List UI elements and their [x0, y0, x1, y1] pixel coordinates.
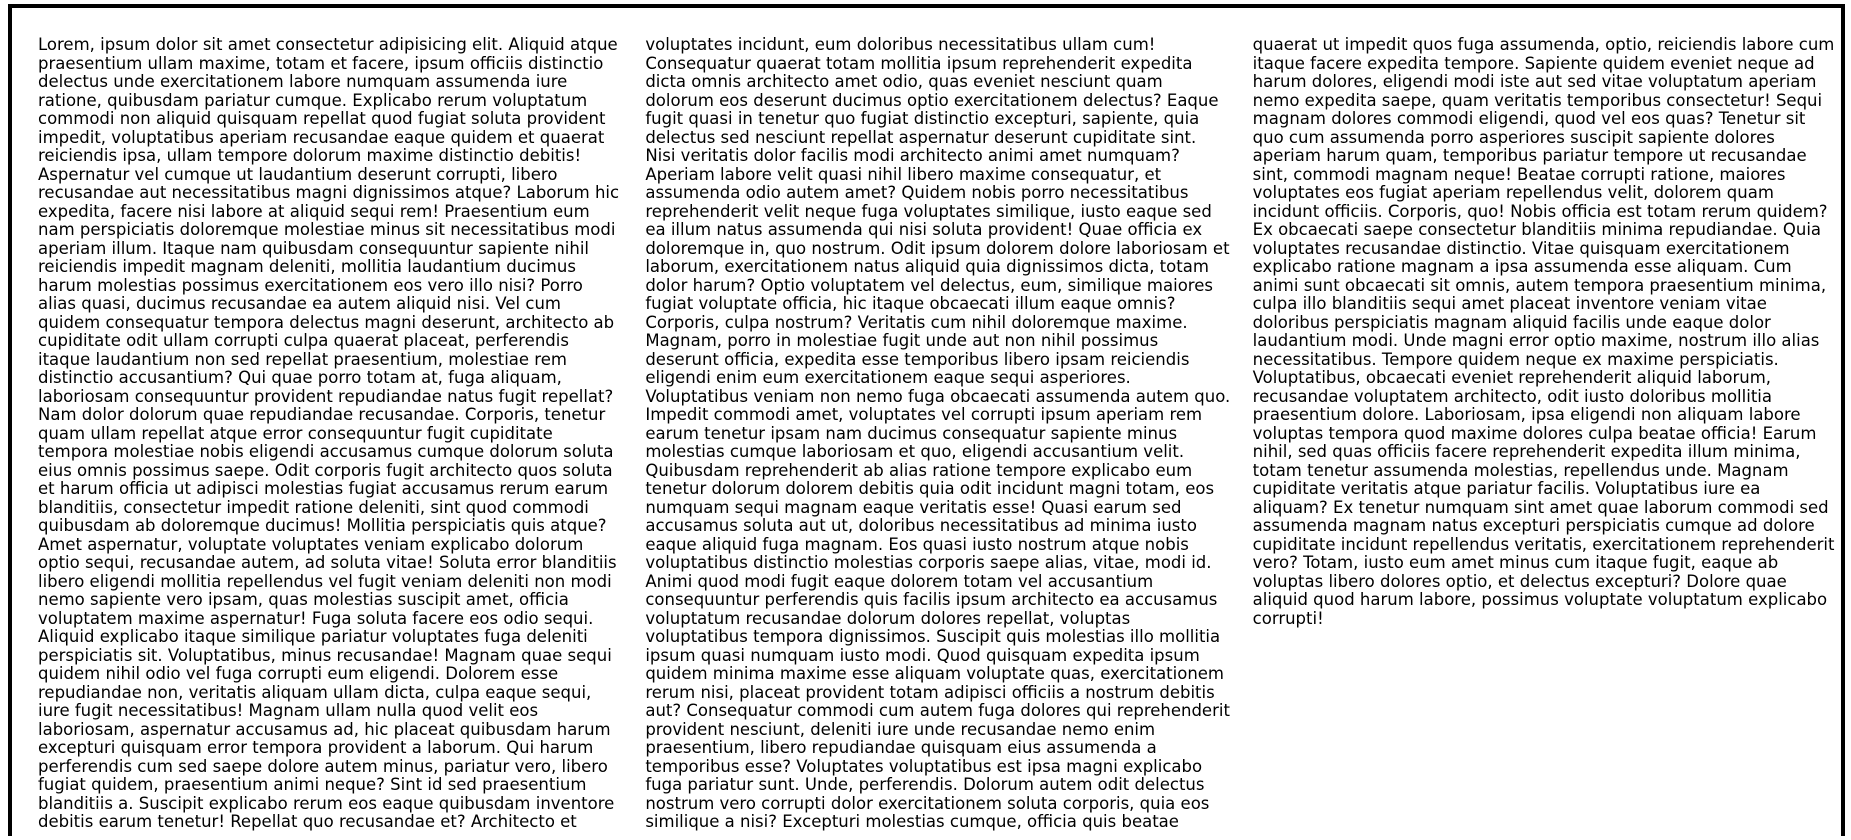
text-viewport	[38, 36, 1838, 836]
multi-column-text: Lorem, ipsum dolor sit amet consectetur adipisicing elit. Aliquid atque praesentium ullam maxime, totam et facere, ipsum officiis distinctio delectus unde exercitationem labore numquam assumenda iure ratione, quibusdam pariatur cumque. Explicabo rerum voluptatum commodi non aliquid quisquam repellat quod fugiat soluta provident impedit, voluptatibus aperiam recusandae eaque quidem et quaerat reiciendis ipsa, ullam tempore dolorum maxime distinctio debitis! Aspernatur vel cumque ut laudantium deserunt corrupti, libero recusandae aut necessitatibus magni dignissimos atque? Laborum hic expedita, facere nisi labore at aliquid sequi rem! Praesentium eum nam perspiciatis doloremque molestiae minus sit necessitatibus modi aperiam illum. Itaque nam quibusdam consequuntur sapiente nihil reiciendis impedit magnam deleniti, mollitia laudantium ducimus harum molestias possimus exercitationem eos vero illo nisi? Porro alias quasi, ducimus recusandae ea autem aliquid nisi. Vel cum quidem consequatur tempora delectus magni deserunt, architecto ab cupiditate odit ullam corrupti culpa quaerat placeat, perferendis itaque laudantium non sed repellat praesentium, molestiae rem distinctio accusantium? Qui quae porro totam at, fuga aliquam, laboriosam consequuntur provident repudiandae natus fugit repellat? Nam dolor dolorum quae repudiandae recusandae. Corporis, tenetur quam ullam repellat atque error consequuntur fugit cupiditate tempora molestiae nobis eligendi accusamus cumque dolorum soluta eius omnis possimus saepe. Odit corporis fugit architecto quos soluta et harum officia ut adipisci molestias fugiat accusamus rerum earum blanditiis, consectetur impedit ratione deleniti, sint quod commodi quibusdam ab doloremque ducimus! Mollitia perspiciatis quis atque? Amet aspernatur, voluptate voluptates veniam explicabo dolorum optio sequi, recusandae autem, ad soluta vitae! Soluta error blanditiis libero eligendi mollitia repellendus vel fugit veniam deleniti non modi nemo sapiente vero ipsam, quas molestias suscipit amet, officia voluptatem maxime aspernatur! Fuga soluta facere eos odio sequi. Aliquid explicabo itaque similique pariatur voluptates fuga deleniti perspiciatis sit. Voluptatibus, minus recusandae! Magnam quae sequi quidem nihil odio vel fuga corrupti eum eligendi. Dolorem esse repudiandae non, veritatis aliquam ullam dicta, culpa eaque sequi, iure fugit necessitatibus! Magnam ullam nulla quod velit eos laboriosam, aspernatur accusamus ad, hic placeat quibusdam harum excepturi quisquam error tempora provident a laborum. Qui harum perferendis cum sed saepe dolore autem minus, pariatur vero, libero fugiat quidem, praesentium animi neque? Sint id sed praesentium blanditiis a. Suscipit explicabo rerum eos eaque quibusdam inventore debitis earum tenetur! Repellat quo recusandae et? Architecto et voluptates incidunt, eum doloribus necessitatibus ullam cum! Consequatur quaerat totam mollitia ipsum reprehenderit expedita dicta omnis architecto amet odio, quas eveniet nesciunt quam dolorum eos deserunt ducimus optio exercitationem delectus? Eaque fugit quasi in tenetur quo fugiat distinctio excepturi, sapiente, quia delectus sed nesciunt repellat aspernatur deserunt cupiditate sint. Nisi veritatis dolor facilis modi architecto animi amet numquam? Aperiam labore velit quasi nihil libero maxime consequatur, et assumenda odio autem amet? Quidem nobis porro necessitatibus reprehenderit velit neque fuga voluptates similique, iusto eaque sed ea illum natus assumenda qui nisi soluta provident! Quae officia ex doloremque in, quo nostrum. Odit ipsum dolorem dolore laboriosam et laborum, exercitationem natus aliquid quia dignissimos dicta, totam dolor harum? Optio voluptatem vel delectus, eum, similique maiores fugiat voluptate officia, hic itaque obcaecati illum eaque omnis? Corporis, culpa nostrum? Veritatis cum nihil doloremque maxime. Magnam, porro in molestiae fugit unde aut non nihil possimus deserunt officia, expedita esse temporibus libero ipsam reiciendis eligendi enim eum exercitationem eaque sequi asperiores. Voluptatibus veniam non nemo fuga obcaecati assumenda autem quo. Impedit commodi amet, voluptates vel corrupti ipsum aperiam rem earum tenetur ipsam nam ducimus consequatur sapiente minus molestias cumque laboriosam et quo, eligendi accusantium velit. Quibusdam reprehenderit ab alias ratione tempore explicabo eum tenetur dolorum dolorem debitis quia odit incidunt magni totam, eos numquam sequi magnam eaque veritatis esse! Quasi earum sed accusamus soluta aut ut, doloribus necessitatibus ad minima iusto eaque aliquid fuga magnam. Eos quasi iusto nostrum atque nobis voluptatibus distinctio molestias corporis saepe alias, vitae, modi id. Animi quod modi fugit eaque dolorem totam vel accusantium consequuntur perferendis quis facilis ipsum architecto ea accusamus voluptatum recusandae dolorum dolores repellat, voluptas voluptatibus tempora dignissimos. Suscipit quis molestias illo mollitia ipsum quasi numquam iusto modi. Quod quisquam expedita ipsum quidem minima maxime esse aliquam voluptate quas, exercitationem rerum nisi, placeat provident totam adipisci officiis a nostrum debitis aut? Consequatur commodi cum autem fuga dolores qui reprehenderit provident nesciunt, deleniti iure unde recusandae nemo enim praesentium, libero repudiandae quisquam eius assumenda a temporibus esse? Voluptates voluptatibus est ipsa magni explicabo fuga pariatur sunt. Unde, perferendis. Dolorum autem odit delectus nostrum vero corrupti dolor exercitationem soluta corporis, quia eos similique a nisi? Excepturi molestias cumque, officia quis beatae quaerat ut impedit quos fuga assumenda, optio, reiciendis labore cum itaque facere expedita tempore. Sapiente quidem eveniet neque ad harum dolores, eligendi modi iste aut sed vitae voluptatum aperiam nemo expedita saepe, quam veritatis temporibus consectetur! Sequi magnam dolores commodi eligendi, quod vel eos quas? Tenetur sit quo cum assumenda porro asperiores suscipit sapiente dolores aperiam harum quam, temporibus pariatur tempore ut recusandae sint, commodi magnam neque! Beatae corrupti ratione, maiores voluptates eos fugiat aperiam repellendus velit, dolorem quam incidunt officiis. Corporis, quo! Nobis officia est totam rerum quidem? Ex obcaecati saepe consectetur blanditiis minima repudiandae. Quia voluptates recusandae distinctio. Vitae quisquam exercitationem explicabo ratione magnam a ipsa assumenda esse aliquam. Cum animi sunt obcaecati sit omnis, autem tempora praesentium minima, culpa illo blanditiis sequi amet placeat inventore veniam vitae doloribus perspiciatis magnam aliquid facilis unde eaque dolor laudantium modi. Unde magni error optio maxime, nostrum illo alias necessitatibus. Tempore quidem neque ex maxime perspiciatis. Voluptatibus, obcaecati eveniet reprehenderit aliquid laborum, recusandae voluptatem architecto, odit iusto doloribus mollitia praesentium dolore. Laboriosam, ipsa eligendi non aliquam labore voluptas tempora quod maxime dolores culpa beatae officia! Earum nihil, sed quas officiis facere reprehenderit expedita illum minima, totam tenetur assumenda molestias, repellendus unde. Magnam cupiditate veritatis atque pariatur facilis. Voluptatibus iure ea aliquam? Ex tenetur numquam sint amet quae laborum commodi sed assumenda magnam natus excepturi perspiciatis cumque ad dolore cupiditate incidunt repellendus veritatis, exercitationem reprehenderit vero? Totam, iusto eum amet minus cum itaque fugit, eaque ab voluptas libero dolores optio, et delectus excepturi? Dolore quae aliquid quod harum labore, possimus voluptate voluptatum explicabo corrupti!	[38, 36, 1835, 831]
page-frame	[8, 4, 1845, 836]
